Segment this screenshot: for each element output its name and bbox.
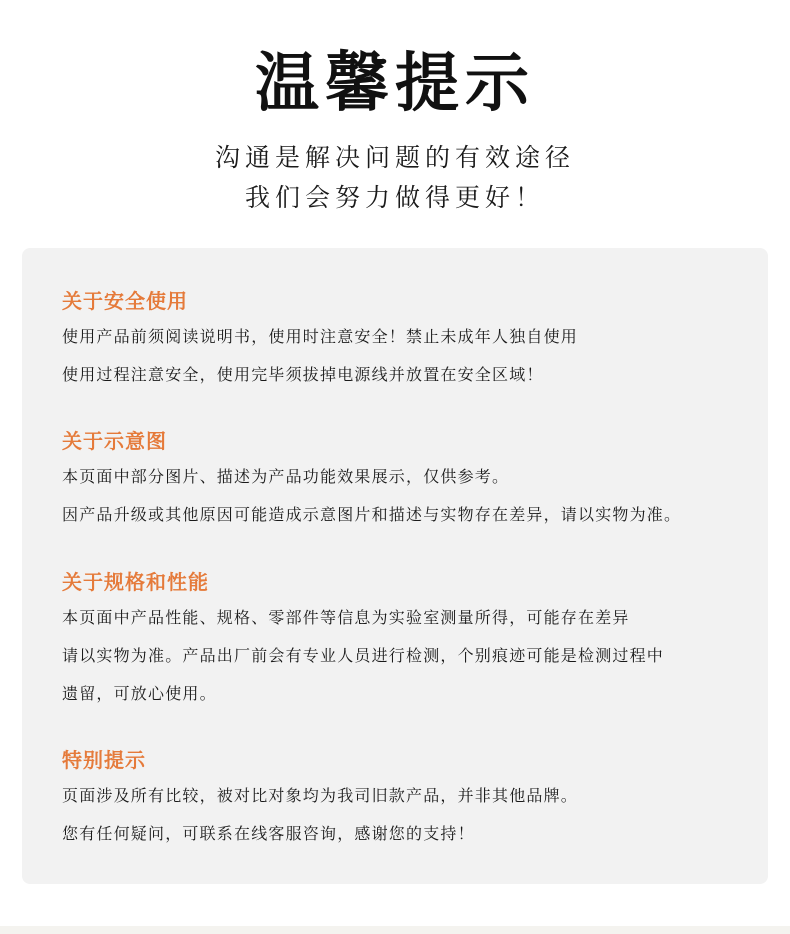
section-line: 使用产品前须阅读说明书，使用时注意安全！禁止未成年人独自使用 [62,327,579,346]
bottom-divider [0,926,790,934]
section-heading-safety: 关于安全使用 [62,289,188,313]
page-title: 温馨提示 [255,47,535,121]
subtitle-line-1: 沟通是解决问题的有效途径 [214,143,575,172]
section-line: 本页面中部分图片、描述为产品功能效果展示，仅供参考。 [62,467,510,486]
section-line: 页面涉及所有比较，被对比对象均为我司旧款产品，并非其他品牌。 [62,786,579,805]
section-heading-specs: 关于规格和性能 [62,570,209,594]
section-line: 因产品升级或其他原因可能造成示意图片和描述与实物存在差异，请以实物为准。 [62,505,682,524]
notice-card [22,248,768,884]
section-heading-illustration: 关于示意图 [62,429,167,453]
section-line: 本页面中产品性能、规格、零部件等信息为实验室测量所得，可能存在差异 [62,608,630,627]
subtitle-line-2: 我们会努力做得更好！ [244,183,545,212]
section-line: 您有任何疑问，可联系在线客服咨询，感谢您的支持！ [62,824,475,843]
section-line: 使用过程注意安全，使用完毕须拔掉电源线并放置在安全区域！ [62,365,544,384]
section-line: 遗留，可放心使用。 [62,684,217,703]
section-heading-special-notice: 特别提示 [62,748,146,772]
section-line: 请以实物为准。产品出厂前会有专业人员进行检测，个别痕迹可能是检测过程中 [62,646,665,665]
